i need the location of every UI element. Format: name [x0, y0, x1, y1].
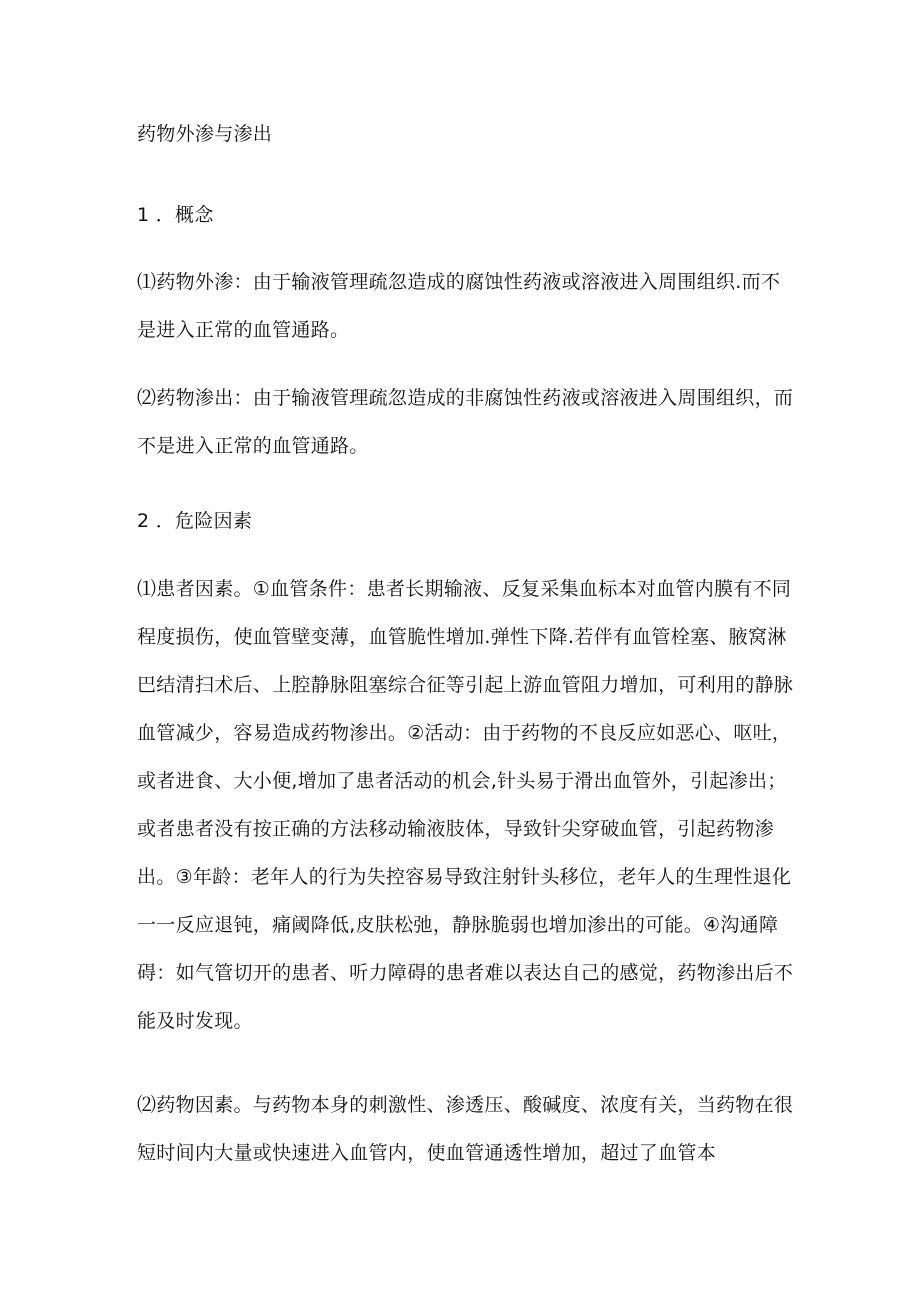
section-heading-concept: 1 ．概念	[137, 204, 214, 226]
paragraph-extravasation: ⑴药物外渗：由于输液管理疏忽造成的腐蚀性药液或溶液进入周围组织.而不是进入正常的血管通路。	[137, 271, 781, 341]
paragraph-infiltration: ⑵药物渗出：由于输液管理疏忽造成的非腐蚀性药液或溶液进入周围组织，而不是进入正常的血管通路。	[137, 387, 794, 457]
paragraph-patient-factors: ⑴患者因素。①血管条件：患者长期输液、反复采集血标本对血管内膜有不同程度损伤，使血管壁变薄，血管脆性增加.弹性下降.若伴有血管栓塞、腋窝淋巴结清扫术后、上腔静脉阻塞综合征等引起上游血管阻力增加，可利用的静脉血管减少，容易造成药物渗出。②活动：由于药物的不良反应如恶心、呕吐，或者进食、大小便,增加了患者活动的机会,针头易于滑出血管外，引起渗出；或者患者没有按正确的方法移动输液肢体，导致针尖穿破血管，引起药物渗出。③年龄：老年人的行为失控容易导致注射针头移位，老年人的生理性退化一一反应退钝，痛阈降低,皮肤松弛，静脉脆弱也增加渗出的可能。④沟通障碍：如气管切开的患者、听力障碍的患者难以表达自己的感觉，药物渗出后不能及时发现。	[137, 578, 794, 1032]
section-heading-risk-factors: 2 ．危险因素	[137, 510, 253, 532]
paragraph-drug-factors: ⑵药物因素。与药物本身的刺激性、渗透压、酸碱度、浓度有关，当药物在很短时间内大量或快速进入血管内，使血管通透性增加，超过了血管本	[137, 1094, 794, 1164]
document-title: 药物外渗与渗出	[137, 123, 273, 145]
